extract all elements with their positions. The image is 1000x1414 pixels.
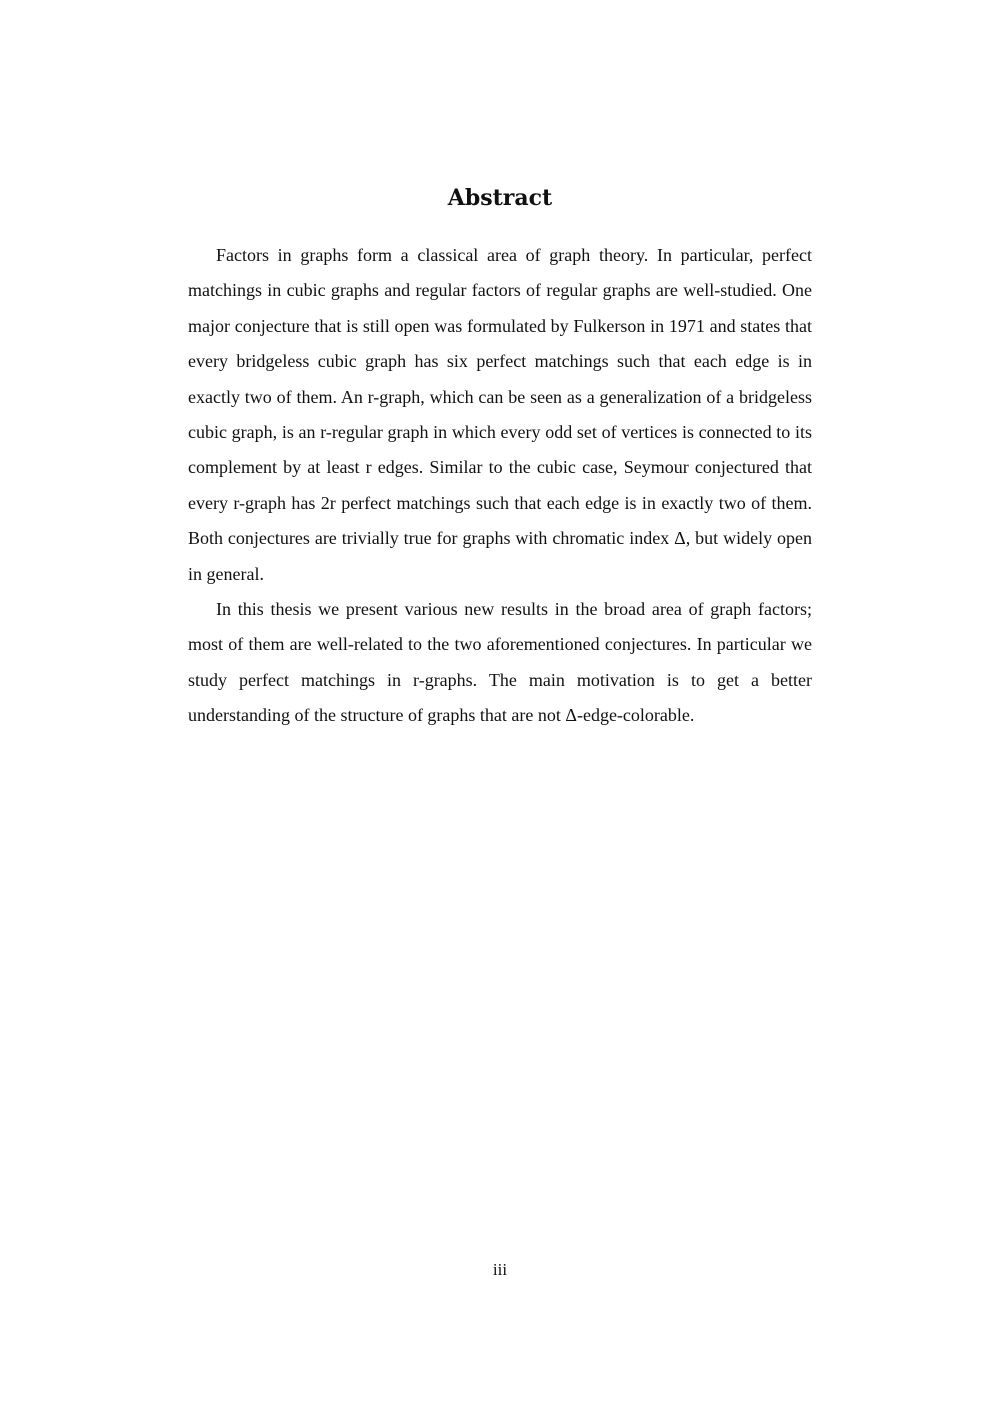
abstract-paragraph-1: Factors in graphs form a classical area of graph theory. In particular, perfect matchings in cubic graphs and regular factors of regular graphs are well-studied. One major conjecture that is still open was formulated by Fulkerson in 1971 and states that every bridgeless cubic graph has six perfect matchings such that each edge is in exactly two of them. An r-graph, which can be seen as a generalization of a bridgeless cubic graph, is an r-regular graph in which every odd set of vertices is connected to its complement by at least r edges. Similar to the cubic case, Seymour conjectured that every r-graph has 2r perfect matchings such that each edge is in exactly two of them. Both conjectures are trivially true for graphs with chromatic index Δ, but widely open in general. xyxy=(188,245,812,584)
abstract-body xyxy=(188,238,812,734)
abstract-paragraph-2: In this thesis we present various new results in the broad area of graph factors; most of them are well-related to the two aforementioned conjectures. In particular we study perfect matchings in r-graphs. The main motivation is to get a better understanding of the structure of graphs that are not Δ-edge-colorable. xyxy=(188,599,812,726)
page-number: iii xyxy=(492,1260,508,1279)
abstract-title: Abstract xyxy=(447,185,553,211)
